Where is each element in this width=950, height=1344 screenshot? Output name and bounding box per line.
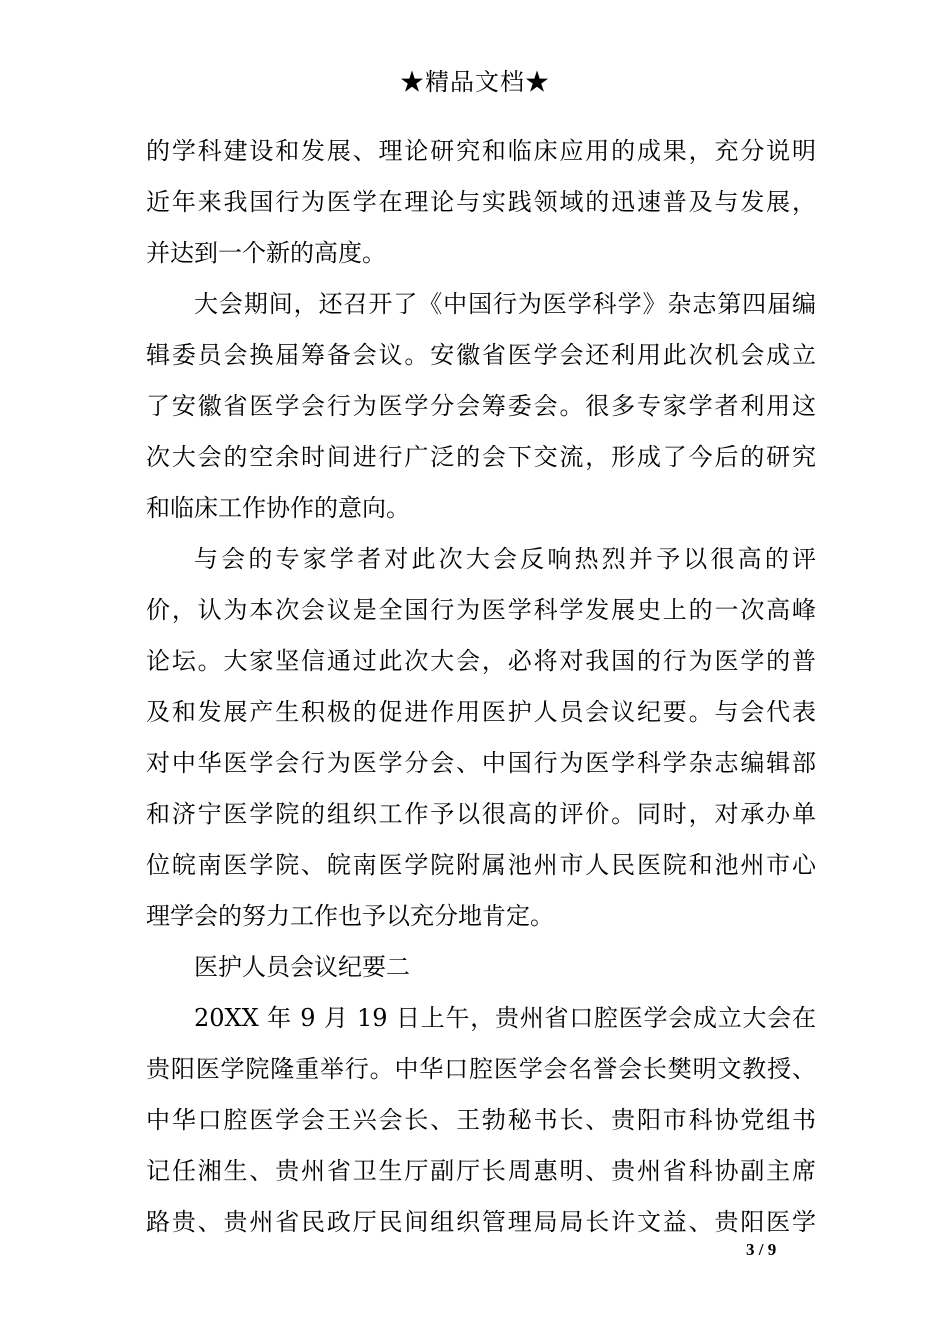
text-line: 记任湘生、贵州省卫生厅副厅长周惠明、贵州省科协副主席	[146, 1157, 816, 1185]
text-line: 了安徽省医学会行为医学分会筹委会。很多专家学者利用这	[146, 392, 816, 420]
text-line: 及和发展产生积极的促进作用医护人员会议纪要。与会代表	[146, 698, 816, 726]
section-heading	[146, 942, 816, 993]
text-line: 近年来我国行为医学在理论与实践领域的迅速普及与发展，	[146, 188, 816, 216]
text-line: 中华口腔医学会王兴会长、王勃秘书长、贵阳市科协党组书	[146, 1106, 816, 1134]
text-line: 论坛。大家坚信通过此次大会，必将对我国的行为医学的普	[146, 647, 816, 675]
text-line: 理学会的努力工作也予以充分地肯定。	[146, 902, 554, 930]
document-header-title: ★精品文档★	[400, 68, 550, 96]
text-line: 并达到一个新的高度。	[146, 239, 386, 267]
text-line: 次大会的空余时间进行广泛的会下交流，形成了今后的研究	[146, 443, 816, 471]
text-line: 与会的专家学者对此次大会反响热烈并予以很高的评	[194, 545, 816, 573]
paragraph	[146, 126, 816, 279]
text-line: 辑委员会换届筹备会议。安徽省医学会还利用此次机会成立	[146, 341, 816, 369]
text-line: 医护人员会议纪要二	[194, 953, 410, 981]
page-number: 3 / 9	[746, 1240, 777, 1259]
paragraph	[146, 279, 816, 534]
paragraph	[146, 534, 816, 942]
paragraph	[146, 993, 816, 1248]
document-body	[146, 126, 816, 1248]
text-line: 位皖南医学院、皖南医学院附属池州市人民医院和池州市心	[146, 851, 816, 879]
text-line: 贵阳医学院隆重举行。中华口腔医学会名誉会长樊明文教授、	[146, 1055, 816, 1083]
text-line: 的学科建设和发展、理论研究和临床应用的成果，充分说明	[146, 137, 816, 165]
text-line: 对中华医学会行为医学分会、中国行为医学科学杂志编辑部	[146, 749, 816, 777]
text-line: 大会期间，还召开了《中国行为医学科学》杂志第四届编	[194, 290, 816, 318]
text-line: 价，认为本次会议是全国行为医学科学发展史上的一次高峰	[146, 596, 816, 624]
text-line: 和济宁医学院的组织工作予以很高的评价。同时，对承办单	[146, 800, 816, 828]
text-line: 和临床工作协作的意向。	[146, 494, 410, 522]
text-line: 20XX 年 9 月 19 日上午，贵州省口腔医学会成立大会在	[194, 1004, 816, 1032]
text-line: 路贵、贵州省民政厅民间组织管理局局长许文益、贵阳医学	[146, 1208, 816, 1236]
